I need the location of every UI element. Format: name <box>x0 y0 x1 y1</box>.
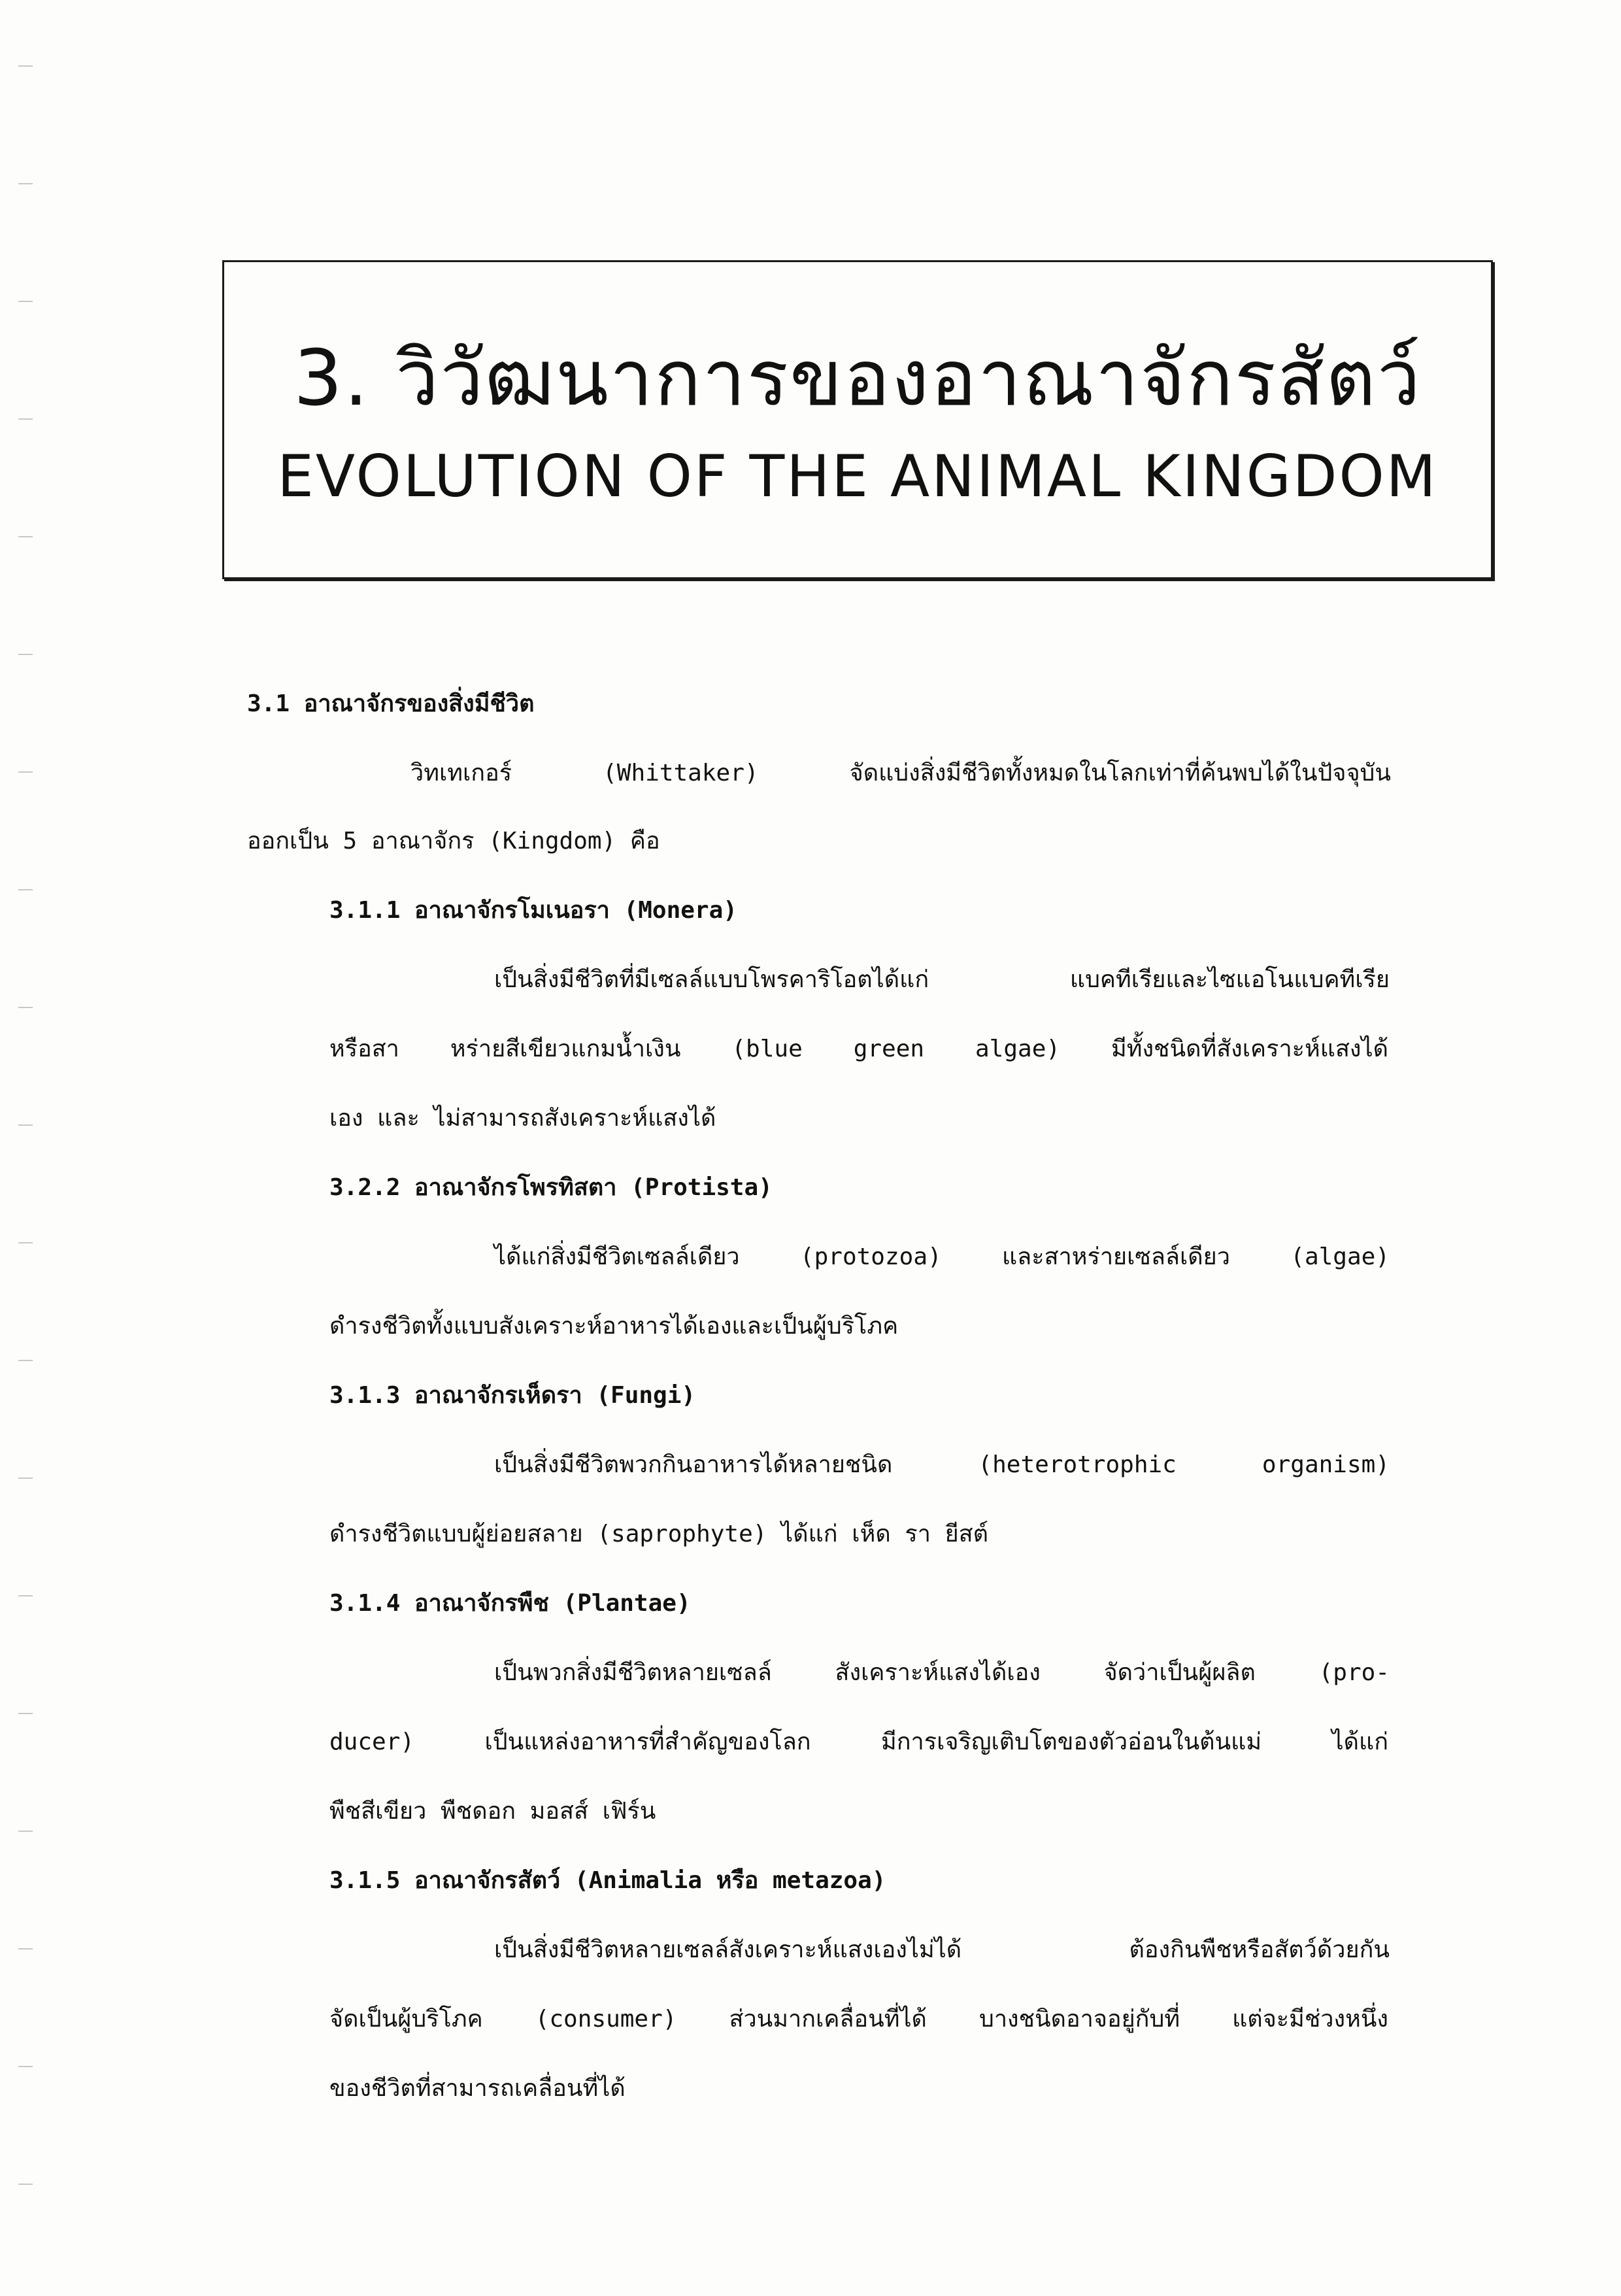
paragraph-line: จัดเป็นผู้บริโภค (consumer) ส่วนมากเคลื่อนที่ได้ บางชนิดอาจอยู่กับที่ แต่จะมีช่วงหนึ่ง <box>329 2006 1388 2033</box>
chapter-title-box <box>222 260 1493 579</box>
paragraph-line: ดำรงชีวิตแบบผู้ย่อยสลาย (saprophyte) ได้แก่ เห็ด รา ยีสต์ <box>329 1521 989 1547</box>
paragraph-line: ได้แก่สิ่งมีชีวิตเซลล์เดียว (protozoa) และสาหร่ายเซลล์เดียว (algae) <box>494 1243 1390 1270</box>
paragraph-line: หรือสา หร่ายสีเขียวแกมน้ำเงิน (blue green algae) มีทั้งชนิดที่สังเคราะห์แสงได้ <box>329 1036 1388 1062</box>
paragraph-line: เป็นสิ่งมีชีวิตพวกกินอาหารได้หลายชนิด (heterotrophic organism) <box>494 1451 1390 1478</box>
chapter-title-thai: 3. วิวัฒนาการของอาณาจักรสัตว์ <box>293 333 1422 423</box>
paragraph-line: ducer) เป็นแหล่งอาหารที่สำคัญของโลก มีการเจริญเติบโตของตัวอ่อนในต้นแม่ ได้แก่ <box>329 1729 1388 1755</box>
paragraph-line: เอง และ ไม่สามารถสังเคราะห์แสงได้ <box>329 1105 716 1132</box>
paragraph-line: ของชีวิตที่สามารถเคลื่อนที่ได้ <box>329 2075 626 2102</box>
kingdom-heading-plantae: 3.1.4 อาณาจักรพืช (Plantae) <box>329 1590 691 1617</box>
paragraph-line: เป็นสิ่งมีชีวิตที่มีเซลล์แบบโพรคาริโอตได้แก่ แบคทีเรียและไซแอโนแบคทีเรีย <box>494 966 1390 993</box>
paragraph-line: เป็นสิ่งมีชีวิตหลายเซลล์สังเคราะห์แสงเองไม่ได้ ต้องกินพืชหรือสัตว์ด้วยกัน <box>494 1936 1390 1963</box>
paragraph-line: ดำรงชีวิตทั้งแบบสังเคราะห์อาหารได้เองและเป็นผู้บริโภค <box>329 1313 899 1340</box>
paragraph-line: เป็นพวกสิ่งมีชีวิตหลายเซลล์ สังเคราะห์แสงได้เอง จัดว่าเป็นผู้ผลิต (pro- <box>494 1659 1390 1686</box>
section-heading: 3.1 อาณาจักรของสิ่งมีชีวิต <box>247 690 535 717</box>
kingdom-heading-monera: 3.1.1 อาณาจักรโมเนอรา (Monera) <box>329 897 737 924</box>
kingdom-heading-fungi: 3.1.3 อาณาจักรเห็ดรา (Fungi) <box>329 1382 696 1409</box>
kingdom-heading-protista: 3.2.2 อาณาจักรโพรทิสตา (Protista) <box>329 1174 773 1201</box>
binding-edge-marks <box>0 39 39 2262</box>
section-intro-line-1: วิทเทเกอร์ (Whittaker) จัดแบ่งสิ่งมีชีวิตทั้งหมดในโลกเท่าที่ค้นพบได้ในปัจจุบัน <box>410 760 1391 786</box>
chapter-title-english: EVOLUTION OF THE ANIMAL KINGDOM <box>277 443 1438 510</box>
paragraph-line: พืชสีเขียว พืชดอก มอสส์ เฟิร์น <box>329 1798 656 1825</box>
kingdom-heading-animalia: 3.1.5 อาณาจักรสัตว์ (Animalia หรือ metazoa) <box>329 1867 886 1894</box>
section-intro-line-2: ออกเป็น 5 อาณาจักร (Kingdom) คือ <box>247 828 660 854</box>
